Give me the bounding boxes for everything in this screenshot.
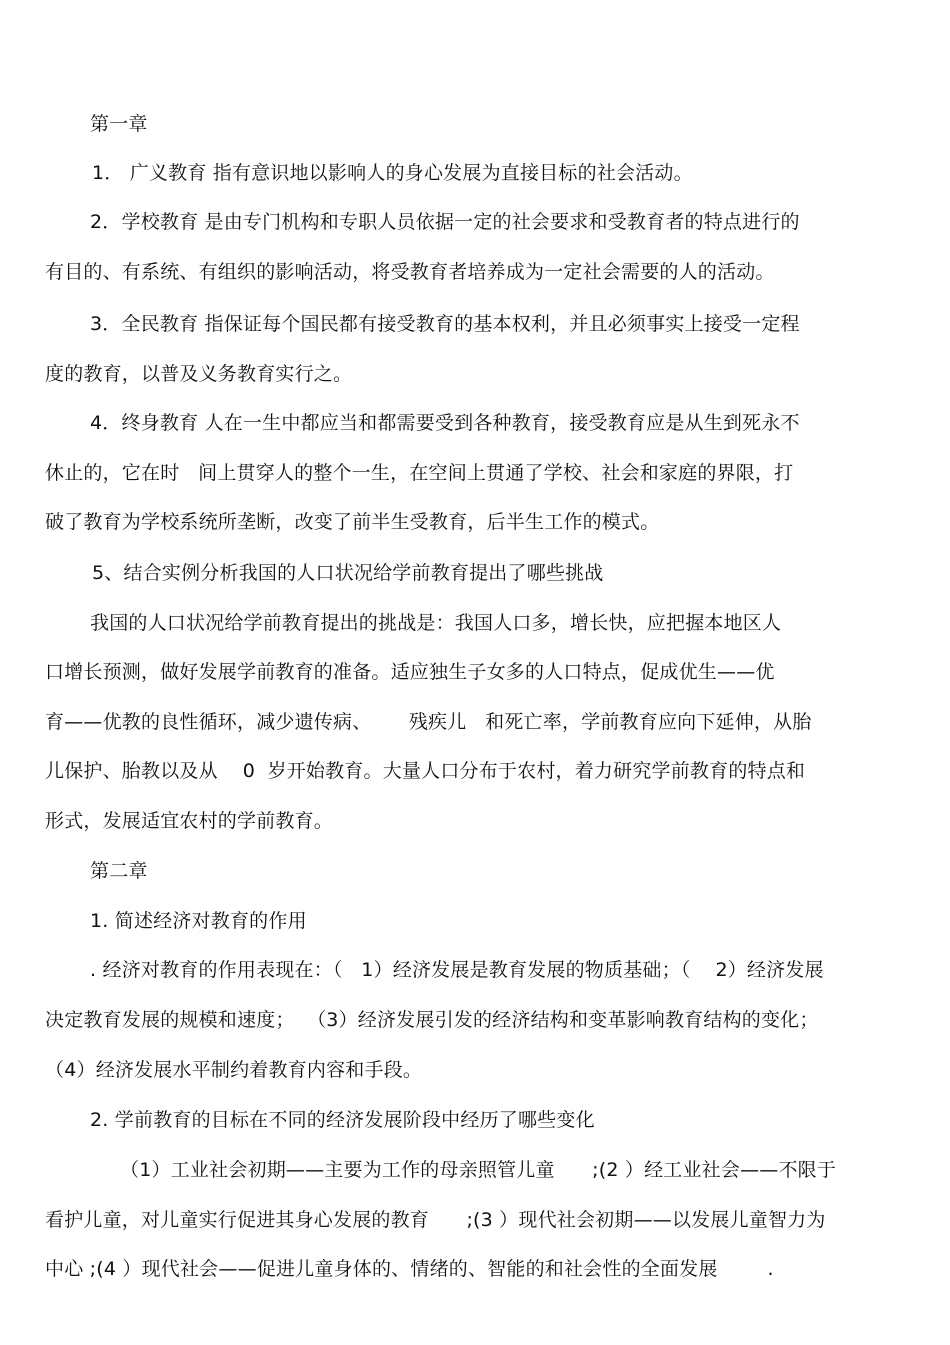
item-5-answer-line-4: 儿保护、胎教以及从 0 岁开始教育。大量人口分布于农村，着力研究学前教育的特点和	[45, 760, 806, 782]
ch2-item-1-answer-line-3: （4）经济发展水平制约着教育内容和手段。	[45, 1059, 423, 1081]
chapter-heading-1: 第一章	[90, 113, 148, 135]
item-2-line-1: 2．学校教育 是由专门机构和专职人员依据一定的社会要求和受教育者的特点进行的	[90, 211, 800, 233]
ch2-item-1-question: 1. 简述经济对教育的作用	[90, 910, 307, 932]
item-4-line-2: 休止的，它在时 间上贯穿人的整个一生，在空间上贯通了学校、社会和家庭的界限，打	[45, 462, 794, 484]
item-5-answer-line-3: 育——优教的良性循环，减少遗传病、 残疾儿 和死亡率，学前教育应向下延伸，从胎	[45, 711, 812, 733]
item-3-line-1: 3．全民教育 指保证每个国民都有接受教育的基本权利，并且必须事实上接受一定程	[90, 313, 800, 335]
item-5-question: 5、结合实例分析我国的人口状况给学前教育提出了哪些挑战	[92, 562, 604, 584]
chapter-heading-2: 第二章	[90, 860, 148, 882]
item-3-line-2: 度的教育，以普及义务教育实行之。	[45, 363, 353, 385]
ch2-item-2-question: 2. 学前教育的目标在不同的经济发展阶段中经历了哪些变化	[90, 1109, 595, 1131]
ch2-item-2-answer-line-3: 中心 ;(4 ）现代社会——促进儿童身体的、情绪的、智能的和社会性的全面发展 .	[45, 1258, 774, 1280]
item-1-definition: 1． 广义教育 指有意识地以影响人的身心发展为直接目标的社会活动。	[92, 162, 693, 184]
item-5-answer-line-1: 我国的人口状况给学前教育提出的挑战是：我国人口多，增长快，应把握本地区人	[90, 612, 782, 634]
item-4-line-3: 破了教育为学校系统所垄断，改变了前半生受教育，后半生工作的模式。	[45, 511, 660, 533]
item-5-answer-line-5: 形式，发展适宜农村的学前教育。	[45, 810, 334, 832]
item-4-line-1: 4．终身教育 人在一生中都应当和都需要受到各种教育，接受教育应是从生到死永不	[90, 412, 800, 434]
item-5-answer-line-2: 口增长预测，做好发展学前教育的准备。适应独生子女多的人口特点，促成优生——优	[45, 661, 775, 683]
ch2-item-2-answer-line-2: 看护儿童，对儿童实行促进其身心发展的教育 ;(3 ）现代社会初期——以发展儿童智力为	[45, 1209, 826, 1231]
ch2-item-1-answer-line-1: . 经济对教育的作用表现在：（ 1）经济发展是教育发展的物质基础；（ 2）经济发展	[90, 959, 824, 981]
ch2-item-2-answer-line-1: （1）工业社会初期——主要为工作的母亲照管儿童 ;(2 ）经工业社会——不限于	[120, 1159, 837, 1181]
ch2-item-1-answer-line-2: 决定教育发展的规模和速度； （3）经济发展引发的经济结构和变革影响教育结构的变化；	[45, 1009, 819, 1031]
item-2-line-2: 有目的、有系统、有组织的影响活动，将受教育者培养成为一定社会需要的人的活动。	[45, 261, 775, 283]
